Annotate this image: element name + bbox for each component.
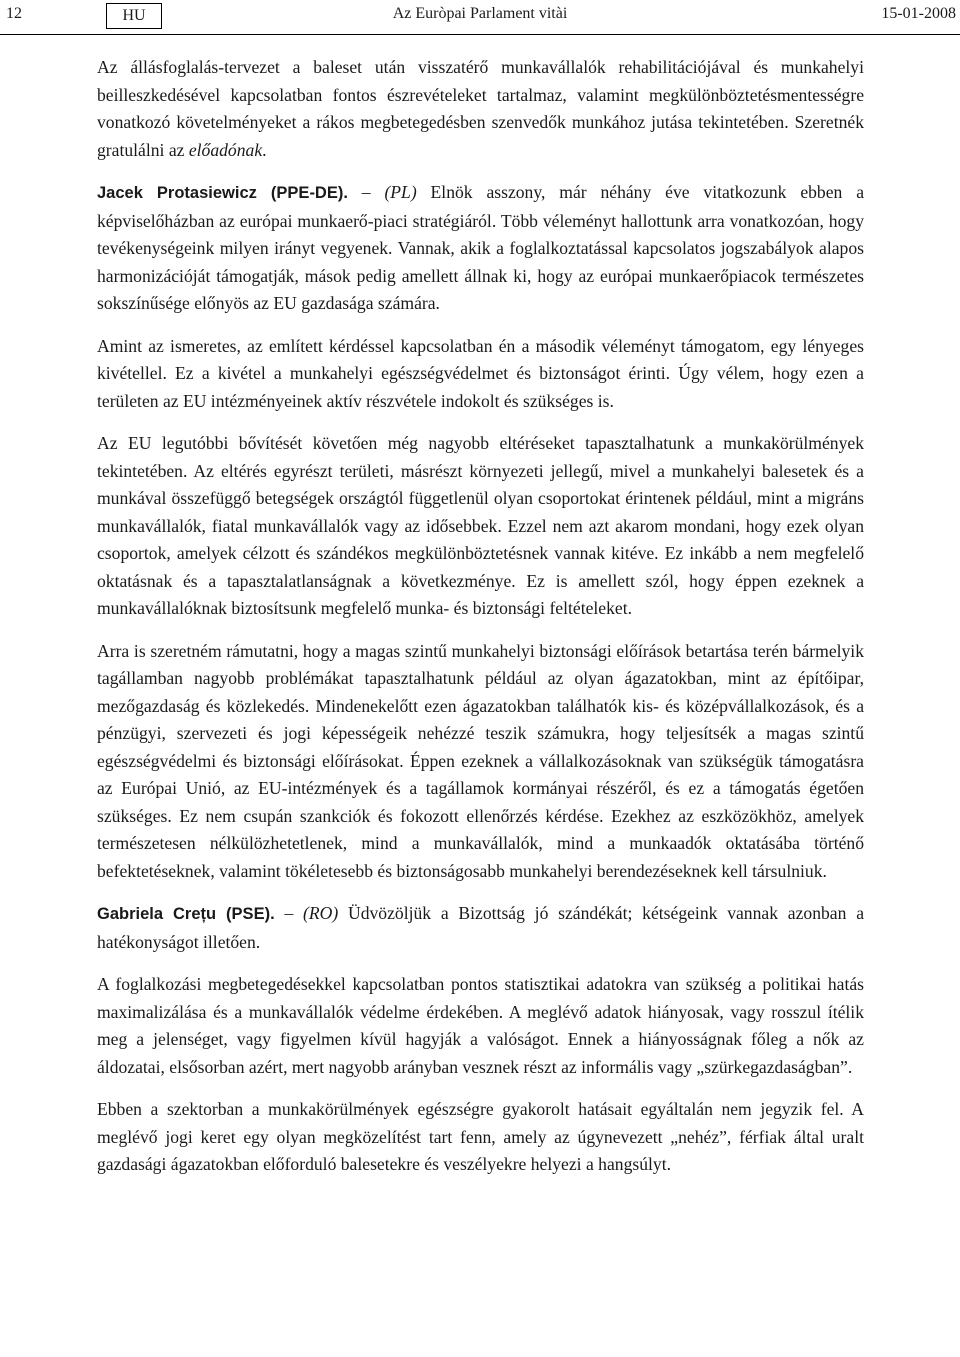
speech-cretu — [97, 900, 864, 956]
paragraph-5: Arra is szeretném rámutatni, hogy a magas szintű munkahelyi biztonsági előírások betartása terén bármelyik tagállamban nagyobb problémákat tapasztalhatunk például az olyan ágazatokban, mint az építőipar, mezőgazdaság és közlekedés. Mindenekelőtt ezen ágazatokban találhatók kis- és középvállalkozások, és a pénzügyi, szervezeti és jogi képességeik nehézzé teszik számukra, hogy teljesítsék a magas szintű egészségvédelmi és biztonsági előírásokat. Éppen ezeknek a vállalkozásoknak van szükségük támogatásra az Európai Unió, az EU-intézmények és a tagállamok kormányai részéről, és ez a támogatás égetően szükséges. Ez nem csupán szankciók és fokozott ellenőrzés kérdése. Ezekhez az eszközökhöz, amelyek természetesen nélkülözhetetlenek, mind a munkavállalók, mind a munkaadók oktatásába történő befektetéseknek, valamint tökéletesebb és biztonságosabb munkahelyi berendezéseknek kell társulniuk. — [97, 640, 864, 881]
paragraph-text: Az állásfoglalás-tervezet a baleset után visszatérő munkavállalók rehabilitációjával és munkahelyi beilleszkedésével kapcsolatban fontos észrevételeket tartalmaz, valamint megkülönböztetésmentességre vonatkozó követelményeket a rákos megbetegedésben szenvedők munkához jutása tekintetében. Szeretnék gratulálni az — [97, 57, 864, 160]
speech-language-tag: (PL) — [384, 182, 417, 202]
paragraph-7: A foglalkozási megbetegedésekkel kapcsolatban pontos statisztikai adatokra van szükség a politikai hatás maximalizálása és a munkavállalók védelme érdekében. A meglévő adatok hiányosak, vagy rosszul ítélik meg a jelenséget, vagy figyelmen kívül hagyják a valóságot. Ennek a hiányosságnak főleg a nők az áldozatai, elsősorban azért, mert nagyobb arányban vesznek részt az informális vagy „szürkegazdaságban”. — [97, 974, 864, 1077]
speaker-dash: – — [347, 182, 385, 202]
paragraph-4: Az EU legutóbbi bővítését követően még nagyobb eltéréseket tapasztalhatunk a munkakörülmények tekintetében. Az eltérés egyrészt területi, másrészt környezeti jellegű, mivel a munkahelyi balesetek és a munkával összefüggő betegségek országtól függetlenül olyan csoportokat érintenek például, mint a migráns munkavállalók, fiatal munkavállalók vagy az idősebbek. Ezzel nem azt akarom mondani, hogy ezek olyan csoportok, amelyek célzott és szándékos megkülönböztetésnek vannak kitéve. Ez inkább a nem megfelelő oktatásnak és a tapasztalatlanságnak a következménye. Ez is amellett szól, hogy éppen ezeknek a munkavállalóknak biztosítsunk megfelelő munka- és biztonsági feltételeket. — [97, 433, 864, 618]
speaker-name: Jacek Protasiewicz (PPE-DE). — [97, 184, 348, 202]
page-header — [0, 0, 960, 35]
document-body — [97, 54, 864, 1194]
paragraph-3: Amint az ismeretes, az említett kérdéssel kapcsolatban én a második véleményt támogatom, egy lényeges kivétellel. Ez a kivétel a munkahelyi egészségvédelmet és biztonságot érinti. Úgy vélem, hogy ezen a területen az EU intézményeinek aktív részvétele indokolt és szükséges is. — [97, 335, 864, 411]
page-number: 12 — [6, 5, 22, 22]
speech-text: Elnök asszony, már néhány éve vitatkozunk ebben a képviselőházban az európai munkaerő-piaci stratégiáról. Több véleményt hallottunk arra vonatkozóan, hogy tevékenységeink milyen irányt vegyenek. Vannak, akik a foglalkoztatással kapcsolatos jogszabályok alapos harmonizációját támogatják, mások pedig amellett állnak ki, hogy az európai munkaerőpiacok természetes sokszínűsége előnyös az EU gazdasága számára. — [97, 182, 865, 313]
speech-language-tag: (RO) — [303, 903, 339, 923]
language-code-box: HU — [106, 3, 162, 29]
emphasis-rapporteur: előadónak — [188, 139, 263, 160]
speaker-name: Gabriela Crețu (PSE). — [97, 905, 275, 923]
paragraph-end: . — [262, 139, 267, 160]
paragraph-8: Ebben a szektorban a munkakörülmények egészségre gyakorolt hatásait egyáltalán nem jegyzik fel. A meglévő jogi keret egy olyan megközelítést tart fenn, amely az úgynevezett „nehéz”, férfiak által uralt gazdasági ágazatokban előforduló balesetekre és veszélyekre helyezi a hangsúlyt. — [97, 1099, 864, 1174]
paragraph-1 — [97, 54, 864, 164]
publication-date: 15-01-2008 — [881, 5, 956, 22]
speaker-dash: – — [274, 903, 304, 923]
speech-protasiewicz — [97, 179, 864, 318]
publication-title: Az Euròpai Parlament vitài — [392, 5, 568, 22]
speech-text: Üdvözöljük a Bizottság jó szándékát; kétségeink vannak azonban a hatékonyságot illetően. — [97, 903, 865, 952]
